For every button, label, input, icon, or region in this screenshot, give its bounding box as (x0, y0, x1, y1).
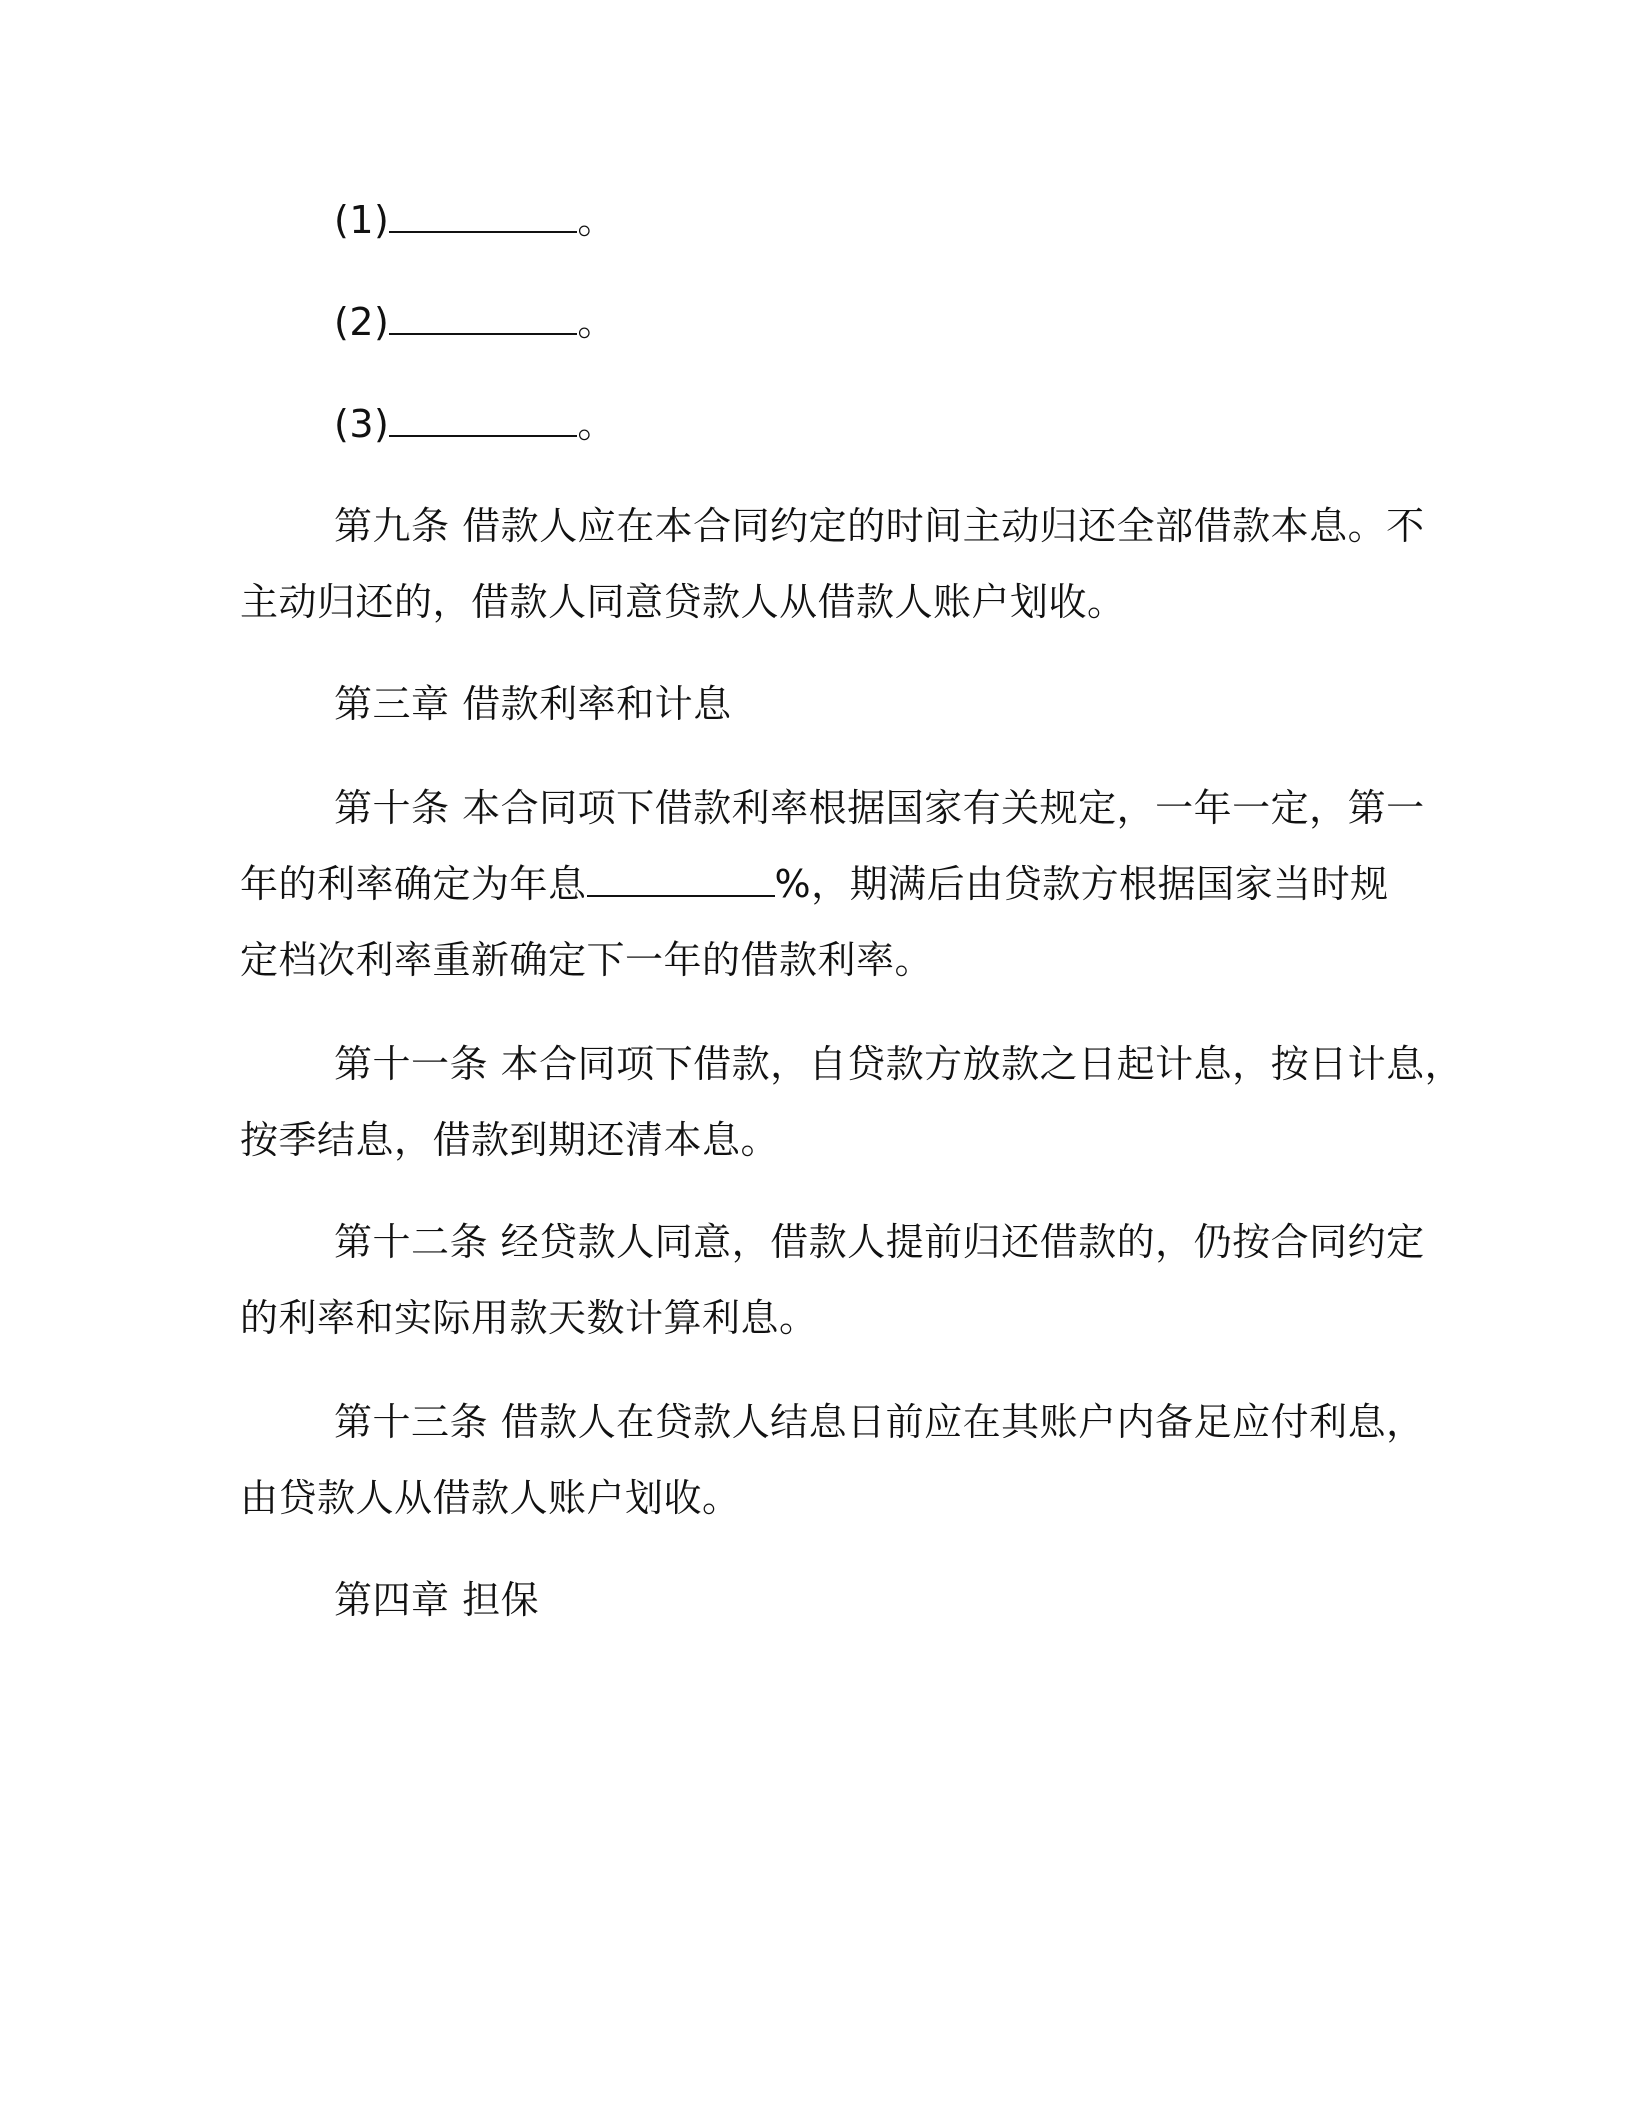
list-item-3-period: 。 (577, 402, 616, 446)
article-10-line-2-before: 年的利率确定为年息 (240, 862, 587, 906)
chapter-4-heading: 第四章 担保 (334, 1578, 540, 1622)
list-item-2-number: (2) (334, 300, 390, 344)
article-12-line-2: 的利率和实际用款天数计算利息。 (240, 1296, 818, 1340)
article-13-line-1: 第十三条 借款人在贷款人结息日前应在其账户内备足应付利息， (334, 1400, 1425, 1444)
article-9-line-2: 主动归还的，借款人同意贷款人从借款人账户划收。 (240, 580, 1126, 624)
article-13-line-2: 由贷款人从借款人账户划收。 (240, 1476, 741, 1520)
list-item-2-period: 。 (577, 300, 616, 344)
list-item-3 (334, 400, 616, 448)
article-10-line-2 (240, 860, 1389, 908)
article-12-line-1: 第十二条 经贷款人同意，借款人提前归还借款的，仍按合同约定 (334, 1220, 1425, 1264)
article-10-line-1: 第十条 本合同项下借款利率根据国家有关规定，一年一定，第一 (334, 786, 1425, 830)
chapter-3-heading: 第三章 借款利率和计息 (334, 682, 732, 726)
fill-in-blank-1 (389, 197, 577, 233)
fill-in-blank-2 (389, 299, 577, 335)
article-10-line-2-after: %，期满后由贷款方根据国家当时规 (774, 862, 1389, 906)
article-11-line-1: 第十一条 本合同项下借款，自贷款方放款之日起计息，按日计息， (334, 1042, 1464, 1086)
list-item-1 (334, 196, 616, 244)
list-item-1-period: 。 (577, 198, 616, 242)
article-10-line-3: 定档次利率重新确定下一年的借款利率。 (240, 938, 934, 982)
list-item-3-number: (3) (334, 402, 390, 446)
interest-rate-blank (587, 861, 775, 897)
list-item-1-number: (1) (334, 198, 390, 242)
article-11-line-2: 按季结息，借款到期还清本息。 (240, 1118, 780, 1162)
article-9-line-1: 第九条 借款人应在本合同约定的时间主动归还全部借款本息。不 (334, 504, 1425, 548)
fill-in-blank-3 (389, 401, 577, 437)
list-item-2 (334, 298, 616, 346)
